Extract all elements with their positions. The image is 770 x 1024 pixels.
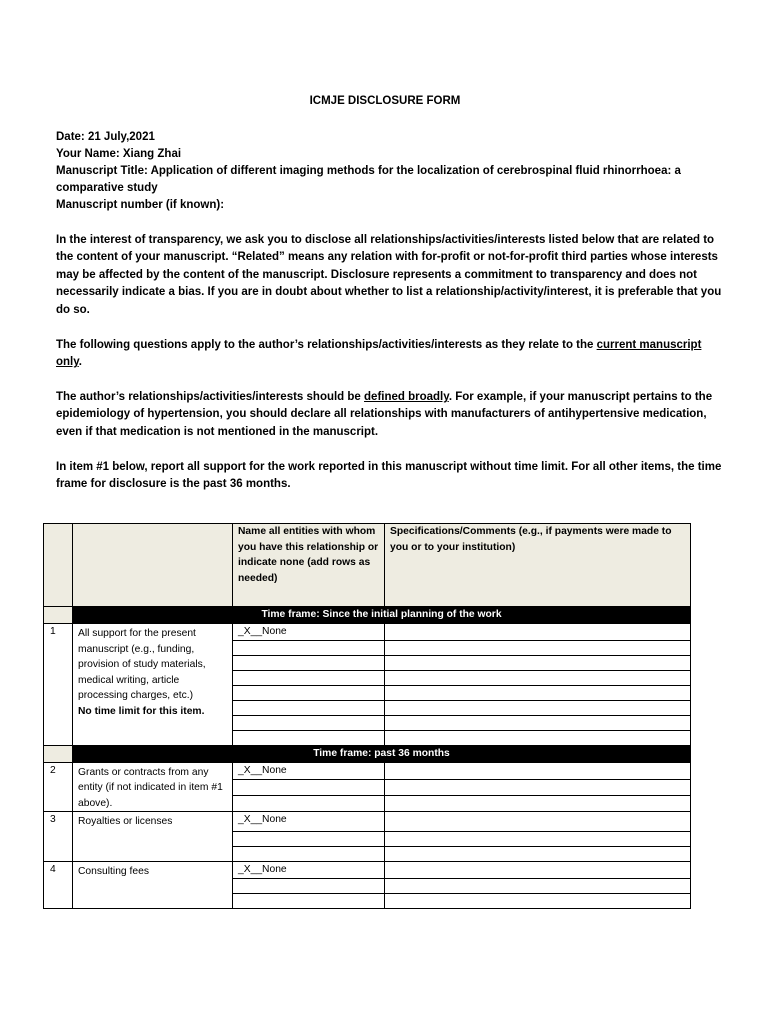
item-number: 3 <box>44 812 73 862</box>
entity-cell[interactable]: _X__None <box>233 762 385 780</box>
item-number: 2 <box>44 762 73 812</box>
comment-cell[interactable] <box>385 624 691 641</box>
specifications-column-header: Specifications/Comments (e.g., if payments were made to you or to your institution) <box>385 524 691 607</box>
date-field: Date: 21 July,2021 <box>56 131 155 143</box>
entity-cell[interactable] <box>233 832 385 847</box>
comment-cell[interactable] <box>385 700 691 715</box>
entity-cell[interactable] <box>233 796 385 812</box>
table-row <box>44 862 691 879</box>
comment-cell[interactable] <box>385 730 691 745</box>
comment-cell[interactable] <box>385 862 691 879</box>
comment-cell[interactable] <box>385 670 691 685</box>
author-name-field: Your Name: Xiang Zhai <box>56 148 182 160</box>
comment-cell[interactable] <box>385 655 691 670</box>
entity-cell[interactable] <box>233 655 385 670</box>
scope-paragraph: The following questions apply to the author’s relationships/activities/interests as they relate to the current manuscript only. <box>56 339 702 369</box>
entity-cell[interactable] <box>233 730 385 745</box>
comment-cell[interactable] <box>385 715 691 730</box>
broad-definition-paragraph: The author’s relationships/activities/interests should be defined broadly. For example, if your manuscript pertains to the epidemiology of hypertension, you should declare all relationships with manufacturers of antihypertensive medication, even if that medication is not mentioned in the manuscript. <box>56 391 713 438</box>
entity-cell[interactable] <box>233 879 385 894</box>
table-row <box>44 812 691 832</box>
comment-cell[interactable] <box>385 879 691 894</box>
entity-cell[interactable] <box>233 847 385 862</box>
time-frame-paragraph: In item #1 below, report all support for the work reported in this manuscript without time limit. For all other items, the time frame for disclosure is the past 36 months. <box>56 461 722 491</box>
comment-cell[interactable] <box>385 780 691 796</box>
intro-paragraph: In the interest of transparency, we ask you to disclose all relationships/activities/interests listed below that are related to the content of your manuscript. “Related” means any relation with for-profit or not-for-profit third parties whose interests may be affected by the content of the manuscript. Disclosure represents a commitment to transparency and does not necessarily indicate a bias. If you are in doubt about whether to list a relationship/activity/interest, it is preferable that you do so. <box>56 234 722 316</box>
manuscript-info <box>56 129 728 214</box>
entity-cell[interactable] <box>233 715 385 730</box>
entity-cell[interactable]: _X__None <box>233 862 385 879</box>
entity-cell[interactable] <box>233 685 385 700</box>
entity-cell[interactable]: _X__None <box>233 624 385 641</box>
comment-cell[interactable] <box>385 796 691 812</box>
defined-broadly-emphasis: defined broadly <box>364 391 449 403</box>
comment-cell[interactable] <box>385 762 691 780</box>
form-title: ICMJE DISCLOSURE FORM <box>309 95 461 107</box>
item-description: All support for the present manuscript (e.g., funding, provision of study materials, medical writing, article processing charges, etc.) No time limit for this item. <box>73 624 233 746</box>
entity-cell[interactable] <box>233 780 385 796</box>
comment-cell[interactable] <box>385 894 691 909</box>
table-row <box>44 762 691 780</box>
item-description: Royalties or licenses <box>73 812 233 862</box>
entity-cell[interactable] <box>233 700 385 715</box>
entity-cell[interactable] <box>233 670 385 685</box>
time-frame-band-36-months: Time frame: past 36 months <box>44 745 691 762</box>
item-number: 4 <box>44 862 73 909</box>
table-row <box>44 624 691 641</box>
manuscript-number-field: Manuscript number (if known): <box>56 199 225 211</box>
comment-cell[interactable] <box>385 847 691 862</box>
item-description: Consulting fees <box>73 862 233 909</box>
comment-cell[interactable] <box>385 812 691 832</box>
comment-cell[interactable] <box>385 832 691 847</box>
entity-cell[interactable] <box>233 894 385 909</box>
entities-column-header: Name all entities with whom you have this relationship or indicate none (add rows as needed) <box>233 524 385 607</box>
disclosure-table <box>43 523 691 909</box>
comment-cell[interactable] <box>385 685 691 700</box>
item-description: Grants or contracts from any entity (if not indicated in item #1 above). <box>73 762 233 812</box>
comment-cell[interactable] <box>385 640 691 655</box>
no-time-limit-note: No time limit for this item. <box>78 705 205 717</box>
entity-cell[interactable] <box>233 640 385 655</box>
table-header-row <box>44 524 691 607</box>
entity-cell[interactable]: _X__None <box>233 812 385 832</box>
item-number: 1 <box>44 624 73 746</box>
time-frame-band-initial: Time frame: Since the initial planning of the work <box>44 607 691 624</box>
current-manuscript-emphasis: current manuscript only <box>56 339 702 369</box>
manuscript-title-field: Manuscript Title: Application of different imaging methods for the localization of cerebrospinal fluid rhinorrhoea: a comparative study <box>56 165 681 194</box>
